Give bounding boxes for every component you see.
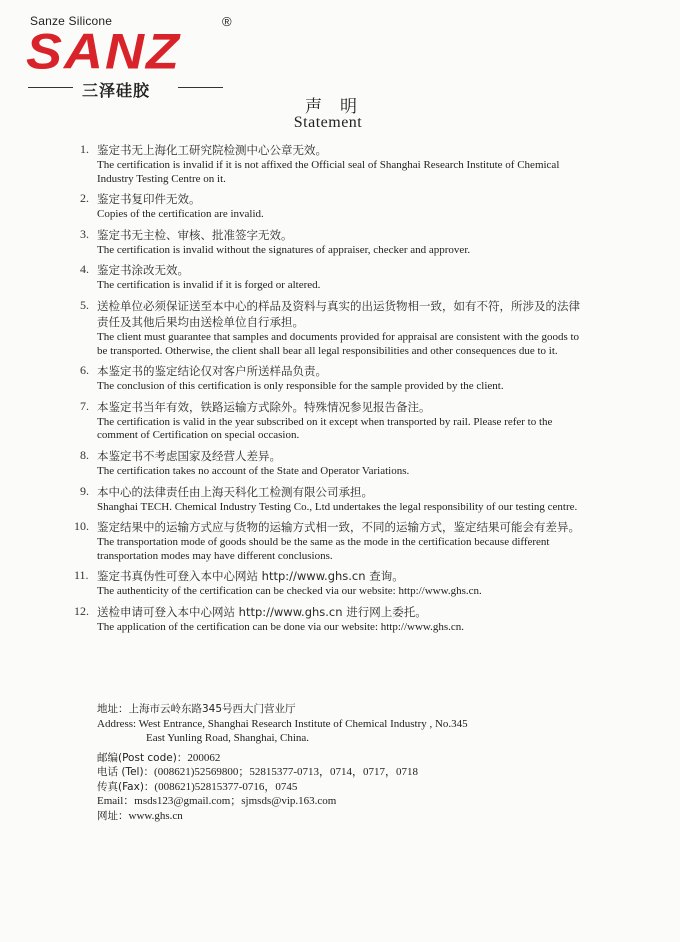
clause-text-cn: 本鉴定书的鉴定结论仅对客户所送样品负责。 [97, 364, 327, 379]
clause-4 [80, 262, 590, 293]
company-logo [26, 14, 241, 100]
address-cn: 地址：上海市云岭东路345号西大门营业厅 [97, 703, 296, 715]
clause-1 [80, 142, 590, 186]
fax-row [97, 780, 577, 795]
clause-text-en: The conclusion of this certification is only responsible for the sample provided by the client. [97, 380, 504, 393]
clause-number: 11. [74, 568, 89, 583]
web-value: www.ghs.cn [128, 809, 183, 822]
logo-tagline: Sanze Silicone [30, 14, 113, 28]
contact-block [97, 702, 577, 823]
clause-5 [80, 298, 590, 358]
clause-12 [74, 603, 590, 635]
clause-text-cn: 鉴定结果中的运输方式应与货物的运输方式相一致，不同的运输方式，鉴定结果可能会有差异。 [97, 520, 580, 535]
fax-value: (008621)52815377-0716，0745 [154, 780, 298, 793]
clause-text-en: The client must guarantee that samples and documents provided for appraisal are consistent with the goods to be transported. Otherwise, the client shall bear all legal responsibilities and other consequences due to it. [97, 330, 580, 357]
tel-row [97, 765, 577, 780]
clause-text-cn: 鉴定书真伪性可登入本中心网站 http://www.ghs.cn 查询。 [97, 569, 404, 584]
clause-text-cn: 送检申请可登入本中心网站 http://www.ghs.cn 进行网上委托。 [97, 604, 427, 619]
clause-text-cn: 本中心的法律责任由上海天科化工检测有限公司承担。 [97, 484, 373, 499]
clause-text-cn: 鉴定书涂改无效。 [97, 263, 189, 278]
clause-number: 6. [80, 363, 89, 378]
clause-text-en: The certification is invalid without the signatures of appraiser, checker and approver. [97, 243, 471, 256]
clause-8 [80, 448, 590, 479]
clause-number: 9. [80, 483, 89, 498]
clause-7 [80, 399, 590, 443]
clause-text-en: The authenticity of the certification can be checked via our website: http://www.ghs.cn. [97, 585, 482, 598]
fax-label: 传真(Fax)： [97, 780, 155, 793]
address-en-line1: Address: West Entrance, Shanghai Research Institute of Chemical Industry , No.345 [97, 717, 468, 730]
clause-text-cn: 鉴定书复印件无效。 [97, 192, 201, 207]
email-row [97, 794, 577, 809]
postcode-row [97, 751, 577, 766]
clause-number: 12. [74, 603, 89, 618]
clause-text-cn: 鉴定书无主检、审核、批准签字无效。 [97, 227, 293, 242]
clause-text-cn: 本鉴定书当年有效，铁路运输方式除外。特殊情况参见报告备注。 [97, 399, 431, 414]
clause-10 [74, 519, 590, 563]
email-value: msds123@gmail.com；sjmsds@vip.163.com [134, 795, 337, 807]
clause-text-en: Copies of the certification are invalid. [97, 208, 264, 221]
title-english: Statement [293, 114, 363, 131]
clause-number: 7. [80, 398, 89, 413]
registered-mark: ® [222, 14, 232, 29]
clause-text-en: The application of the certification can be done via our website: http://www.ghs.cn. [97, 620, 465, 633]
tel-value: (008621)52569800；52815377-0713，0714，0717，0718 [154, 766, 419, 778]
logo-rule-right [178, 87, 223, 88]
clause-6 [80, 363, 590, 394]
postcode-label: 邮编(Post code)： [97, 751, 188, 764]
clause-number: 2. [80, 191, 89, 206]
clause-text-en: The certification is invalid if it is not affixed the Official seal of Shanghai Research Institute of Chemical Industry Testing Centre on it. [97, 159, 560, 185]
web-label: 网址： [97, 809, 129, 822]
clause-text-cn: 送检单位必须保证送至本中心的样品及资料与真实的出运货物相一致，如有不符，所涉及的法律责任及其他后果均由送检单位自行承担。 [97, 298, 580, 329]
clause-text-en: The certification is invalid if it is forged or altered. [97, 279, 321, 292]
clause-number: 1. [80, 142, 89, 156]
clause-text-en: Shanghai TECH. Chemical Industry Testing Co., Ltd undertakes the legal responsibility of our testing centre. [97, 500, 578, 513]
logo-cn-name: 三泽硅胶 [82, 81, 151, 100]
clause-text-cn: 鉴定书无上海化工研究院检测中心公章无效。 [97, 143, 327, 157]
logo-brand: SANZ [26, 24, 181, 80]
clause-text-en: The certification is valid in the year subscribed on it except when transported by rail. Please refer to the comment of Certification on special occasion. [97, 415, 553, 442]
email-label: Email： [97, 795, 135, 807]
clause-3 [80, 227, 590, 258]
clause-text-en: The certification takes no account of the State and Operator Variations. [97, 464, 410, 477]
clause-number: 3. [80, 226, 89, 241]
clause-2 [80, 191, 590, 222]
clause-number: 10. [74, 519, 89, 534]
title-chinese: 声明 [305, 97, 375, 116]
statement-clauses [74, 142, 590, 640]
logo-rule-left [28, 87, 73, 88]
clause-9 [80, 484, 590, 515]
clause-11 [74, 568, 590, 599]
clause-text-en: The transportation mode of goods should be the same as the mode in the certification because different transportation modes may have different conclusions. [97, 536, 550, 562]
address-en-line2: East Yunling Road, Shanghai, China. [146, 732, 310, 744]
tel-label: 电话 (Tel)： [97, 766, 155, 778]
clause-text-cn: 本鉴定书不考虑国家及经营人差异。 [97, 448, 281, 463]
clause-number: 4. [80, 262, 89, 277]
clause-number: 8. [80, 447, 89, 462]
postcode-value: 200062 [187, 751, 221, 764]
clause-number: 5. [80, 297, 89, 312]
web-row [97, 809, 577, 824]
